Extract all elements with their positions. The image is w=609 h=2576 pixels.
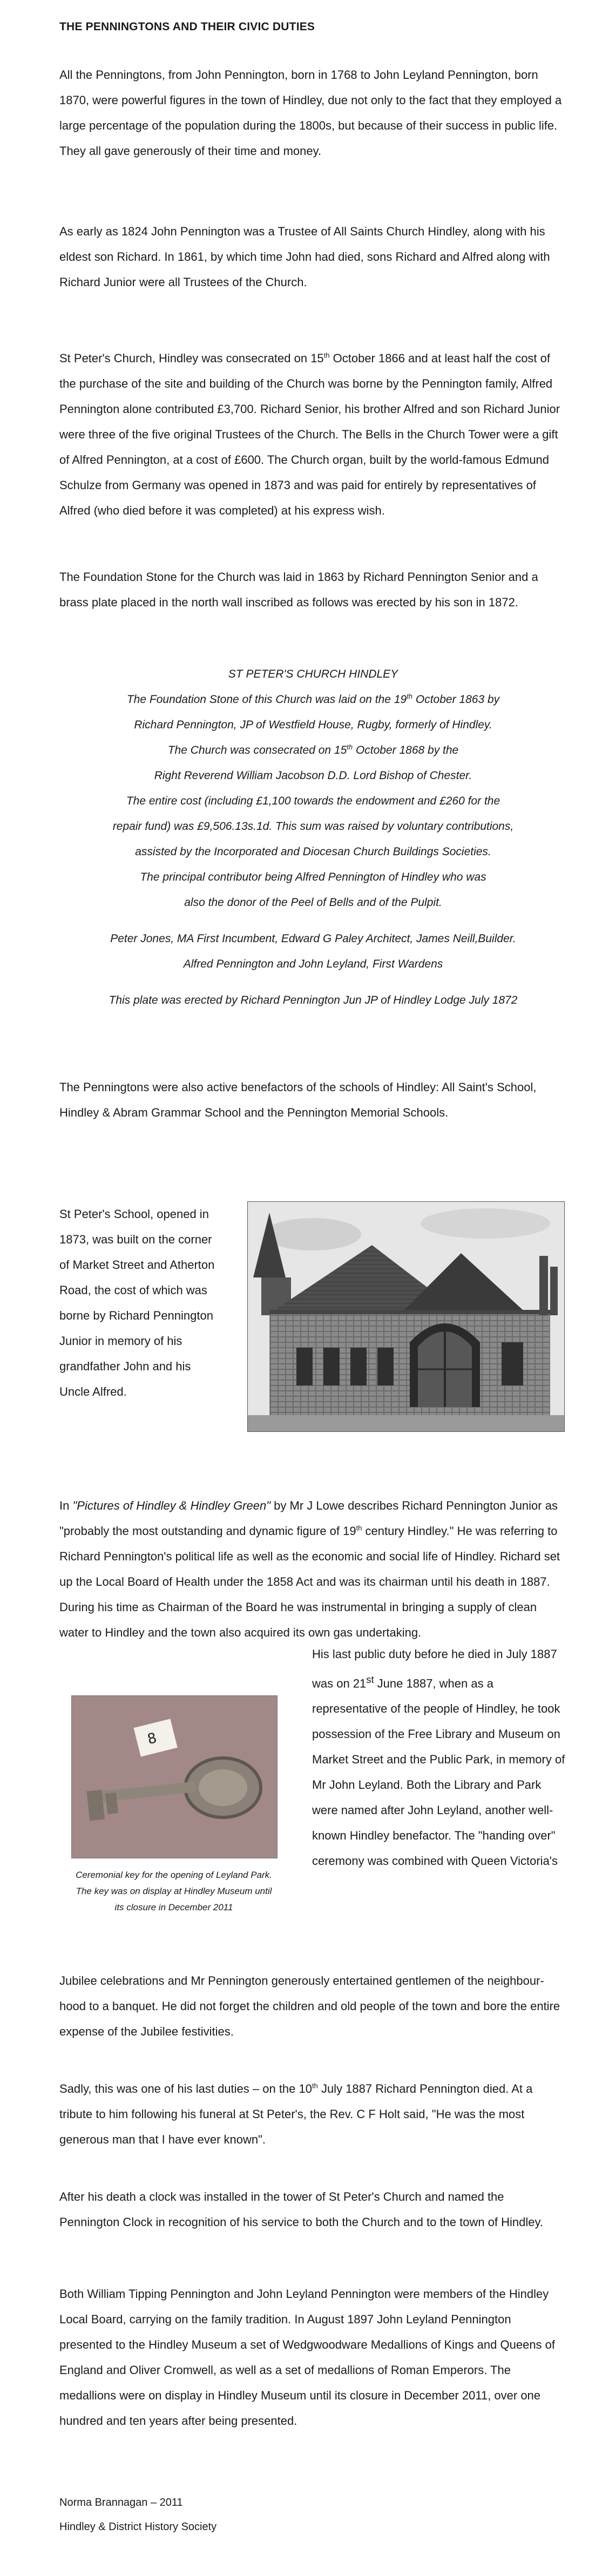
jubilee-paragraph: Jubilee celebrations and Mr Pennington generously entertained gentlemen of the neighbour-hood to a banquet. He did not forget the children and old people of the town and bore the entire expense of the Jubilee festivities. <box>59 1974 560 2038</box>
foundation-paragraph: The Foundation Stone for the Church was laid in 1863 by Richard Pennington Senior and a brass plate placed in the north wall inscribed as follows was erected by his son in 1872. <box>59 570 538 609</box>
intro-paragraph: All the Penningtons, from John Pennington, born in 1768 to John Leyland Pennington, born 1870, were powerful figures in the town of Hindley, due not only to the fact that they employed a large percentage of the population during the 1800s, but because of their success in public life. They all gave generously of their time and money. <box>59 68 562 158</box>
plaque-line: This plate was erected by Richard Pennington Jun JP of Hindley Lodge July 1872 <box>109 994 518 1006</box>
trustees-paragraph: As early as 1824 John Pennington was a Trustee of All Saints Church Hindley, along with his eldest son Richard. In 1861, by which time John had died, sons Richard and Alfred along with Richard Junior were all Trustees of the Church. <box>59 225 550 289</box>
plaque-line: Right Reverend William Jacobson D.D. Lord Bishop of Chester. <box>154 769 472 782</box>
lowe-paragraph: In "Pictures of Hindley & Hindley Green" by Mr J Lowe describes Richard Pennington Junior as "probably the most outstanding and dynamic figure of 19th century Hindley." He was referring to Richard Pennington's political life as well as the economic and social life of Hindley. Richard set up the Local Board of Health under the 1858 Act and was its chairman until his death in 1887. During his time as Chairman of the Board he was instrumental in bringing a supply of clean water to Hindley and the town also acquired its own gas undertaking. <box>59 1499 560 1639</box>
plaque-title: ST PETER'S CHURCH HINDLEY <box>228 668 398 680</box>
schools-paragraph: The Penningtons were also active benefactors of the schools of Hindley: All Saint's School, Hindley & Abram Grammar School and the Pennington Memorial Schools. <box>59 1080 537 1119</box>
plaque-line: The entire cost (including £1,100 towards the endowment and £260 for the <box>126 795 500 807</box>
plaque-line: Richard Pennington, JP of Westfield House, Rugby, formerly of Hindley. <box>134 719 492 731</box>
plaque-line: The principal contributor being Alfred Pennington of Hindley who was <box>140 871 486 883</box>
plaque-line: repair fund) was £9,506.13s.1d. This sum was raised by voluntary contributions, <box>112 820 514 833</box>
last-duty-paragraph: His last public duty before he died in July 1887 was on 21st June 1887, when as a representative of the people of Hindley, he took possession of the Free Library and Museum on Market Street and the Public Park, in memory of Mr John Leyland. Both the Library and Park were named after John Leyland, another well-known Hindley benefactor. The "handing over" ceremony was combined with Queen Victoria's <box>312 1647 565 1868</box>
plaque-line: Alfred Pennington and John Leyland, First Wardens <box>183 958 443 970</box>
school-side-paragraph: St Peter's School, opened in 1873, was built on the corner of Market Street and Atherton Road, the cost of which was borne by Richard Pennington Junior in memory of his grandfather John and his Uncle Alfred. <box>59 1207 215 1398</box>
plaque-line: also the donor of the Peel of Bells and of the Pulpit. <box>184 896 442 909</box>
plaque-inscription <box>76 661 551 1013</box>
svg-text:8: 8 <box>146 1730 159 1748</box>
author-line: Norma Brannagan – 2011 <box>59 2497 183 2509</box>
plaque-line: The Church was consecrated on 15th October 1868 by the <box>167 743 459 756</box>
page-title: THE PENNINGTONS AND THEIR CIVIC DUTIES <box>59 21 315 33</box>
medallions-paragraph: Both William Tipping Pennington and John Leyland Pennington were members of the Hindley Local Board, carrying on the family tradition. In August 1897 John Leyland Pennington presented to the Hindley Museum a set of Wedgwoodware Medallions of Kings and Queens of England and Oliver Cromwell, as well as a set of medallions of Roman Emperors. The medallions were on display in Hindley Museum until its closure in December 2011, over one hundred and ten years after being presented. <box>59 2287 556 2428</box>
st-peters-paragraph: St Peter's Church, Hindley was consecrated on 15th October 1866 and at least half the cost of the purchase of the site and building of the Church was borne by the Pennington family, Alfred Pennington alone contributed £3,700. Richard Senior, his brother Alfred and son Richard Junior were three of the five original Trustees of the Church. The Bells in the Church Tower were a gift of Alfred Pennington, at a cost of £600. The Church organ, built by the world-famous Edmund Schulze from Germany was opened in 1873 and was paid for entirely by representatives of Alfred (who died before it was completed) at his express wish. <box>59 351 560 517</box>
plaque-line: assisted by the Incorporated and Diocesan Church Buildings Societies. <box>135 846 491 858</box>
church-photo <box>247 1201 565 1432</box>
death-paragraph: Sadly, this was one of his last duties – on the 10th July 1887 Richard Pennington died. At a tribute to him following his funeral at St Peter's, the Rev. C F Holt said, "He was the most generous man that I have ever known". <box>59 2081 533 2146</box>
plaque-line: Peter Jones, MA First Incumbent, Edward G Paley Architect, James Neill,Builder. <box>110 932 516 945</box>
key-caption: Ceremonial key for the opening of Leyland Park. The key was on display at Hindley Museum until its closure in December 2011 <box>76 1870 272 1912</box>
plaque-line: The Foundation Stone of this Church was laid on the 19th October 1863 by <box>126 692 500 706</box>
key-photo <box>71 1695 278 1858</box>
society-line: Hindley & District History Society <box>59 2521 217 2533</box>
clock-paragraph: After his death a clock was installed in the tower of St Peter's Church and named the Pennington Clock in recognition of his service to both the Church and to the town of Hindley. <box>59 2190 544 2229</box>
